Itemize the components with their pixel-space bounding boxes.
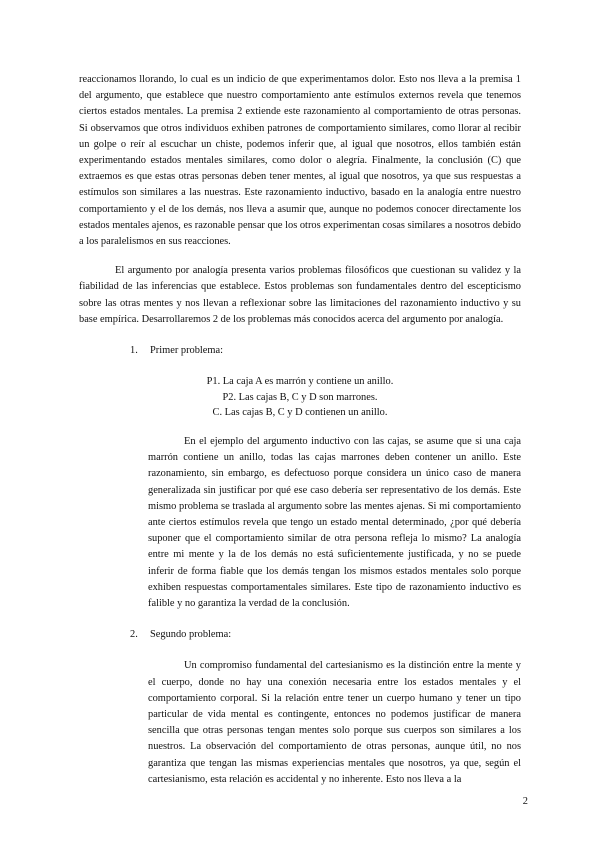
premise-conclusion: C. Las cajas B, C y D contienen un anillo.: [212, 407, 388, 419]
list-item-second-problem: [130, 627, 521, 643]
list-title: Segundo problema:: [150, 629, 232, 641]
paragraph-second-problem: Un compromiso fundamental del cartesianismo es la distinción entre la mente y el cuerpo, donde no hay una conexión necesaria entre los estados mentales y el comportamiento corporal. Si la relación entre tener un cuerpo humano y tener un tipo particular de vida mental es contingente, entonces no podemos justificar de manera sencilla que otras personas tengan mentes solo porque sus cuerpos son similares a los nuestros. La observación del comportamiento de otras personas, aunque útil, no nos garantiza que tengan las mismas experiencias mentales que nosotros, ya que, según el cartesianismo, esta relación es accidental y no inherente. Esto nos lleva a la: [148, 660, 521, 785]
list-number: 2.: [130, 629, 138, 641]
paragraph-problems-intro: El argumento por analogía presenta varios problemas filosóficos que cuestionan su validez y la fiabilidad de las inferencias que establece. Estos problemas son fundamentales dentro del escepticismo sobre las otras mentes y nos llevan a reflexionar sobre las limitaciones del razonamiento inductivo y su base empírica. Desarrollaremos 2 de los problemas más conocidos acerca del argumento por analogía.: [79, 265, 521, 325]
list-title: Primer problema:: [150, 345, 224, 357]
premises-block: [79, 374, 521, 421]
paragraph-first-problem: En el ejemplo del argumento inductivo con las cajas, se asume que si una caja marrón contiene un anillo, todas las cajas marrones deben contener un anillo. Este razonamiento, sin embargo, es defectuoso porque considera un único caso de manera generalizada sin justificar por qué ese caso debería ser representativo de los demás. Este mismo problema se traslada al argumento sobre las mentes ajenas. Si mi comportamiento ante ciertos estímulos revela que tengo un estado mental determinado, ¿por qué debería suponer que el comportamiento similar de otra persona refleja lo mismo? La analogía entre mi mente y la de los demás no está suficientemente justificada, y no se puede inferir de forma fiable que los demás tengan los mismos estados mentales solo porque exhiben respuestas comportamentales similares. Este tipo de razonamiento inductivo es falible y no garantiza la verdad de la conclusión.: [148, 436, 521, 610]
paragraph-reaction: reaccionamos llorando, lo cual es un indicio de que experimentamos dolor. Esto nos lleva a la premisa 1 del argumento, que establece que nuestro comportamiento ante estímulos externos revela que tenemos ciertos estados mentales. La premisa 2 extiende este razonamiento al comportamiento de otras personas. Si observamos que otros individuos exhiben patrones de comportamiento similares, como llorar al recibir un golpe o reír al escuchar un chiste, podemos inferir que, al igual que nosotros, ellos también están experimentando estados mentales similares, como dolor o alegría. Finalmente, la conclusión (C) que extraemos es que estas otras personas deben tener mentes, al igual que nosotros, ya que sus respuestas a estímulos son similares a las nuestras. Este razonamiento inductivo, basado en la analogía entre nuestro comportamiento y el de los demás, nos lleva a asumir que, aunque no podemos conocer directamente los estados mentales ajenos, es razonable pensar que los otros experimentan cosas similares a nosotros debido a los paralelismos en sus reacciones.: [79, 74, 521, 248]
premise-1: P1. La caja A es marrón y contiene un anillo.: [206, 376, 394, 388]
list-item-first-problem: [130, 343, 521, 359]
premise-2: P2. Las cajas B, C y D son marrones.: [222, 391, 378, 403]
page-number: 2: [522, 796, 528, 807]
list-number: 1.: [130, 345, 138, 357]
